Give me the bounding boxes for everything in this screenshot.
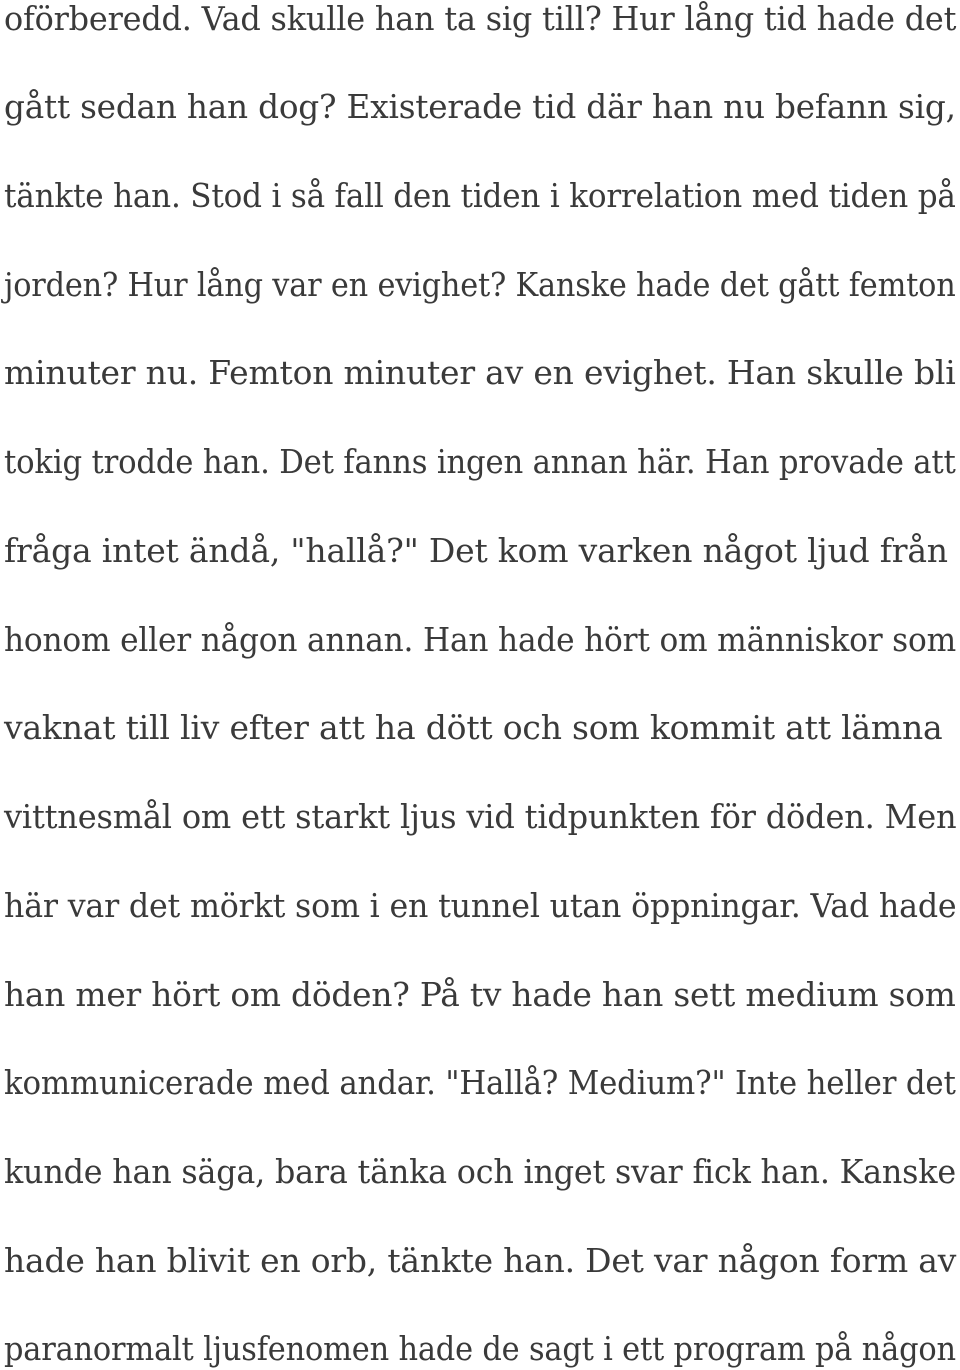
text-line-11: här var det mörkt som i en tunnel utan öppningar. Vad hade bbox=[4, 886, 957, 925]
text-line-6: tokig trodde han. Det fanns ingen annan här. Han provade att bbox=[4, 442, 956, 481]
text-line-13: kommunicerade med andar. "Hallå? Medium?" Inte heller det bbox=[4, 1063, 956, 1102]
text-line-5: minuter nu. Femton minuter av en evighet. Han skulle bli bbox=[4, 353, 956, 392]
text-line-8: honom eller någon annan. Han hade hört om människor som bbox=[4, 620, 956, 659]
text-line-14: kunde han säga, bara tänka och inget svar fick han. Kanske bbox=[4, 1152, 956, 1191]
text-line-3: tänkte han. Stod i så fall den tiden i korrelation med tiden på bbox=[4, 176, 956, 215]
text-line-2: gått sedan han dog? Existerade tid där han nu befann sig, bbox=[4, 87, 956, 126]
text-line-7: fråga intet ändå, "hallå?" Det kom varken något ljud från bbox=[4, 531, 948, 570]
text-line-1: oförberedd. Vad skulle han ta sig till? Hur lång tid hade det bbox=[4, 0, 957, 38]
text-line-4: jorden? Hur lång var en evighet? Kanske hade det gått femton bbox=[4, 265, 956, 304]
text-line-9: vaknat till liv efter att ha dött och som kommit att lämna bbox=[4, 708, 943, 747]
text-line-12: han mer hört om döden? På tv hade han sett medium som bbox=[4, 975, 956, 1014]
text-line-16: paranormalt ljusfenomen hade de sagt i ett program på någon bbox=[4, 1329, 956, 1368]
text-line-10: vittnesmål om ett starkt ljus vid tidpunkten för döden. Men bbox=[4, 797, 957, 836]
text-line-15: hade han blivit en orb, tänkte han. Det var någon form av bbox=[4, 1241, 957, 1280]
